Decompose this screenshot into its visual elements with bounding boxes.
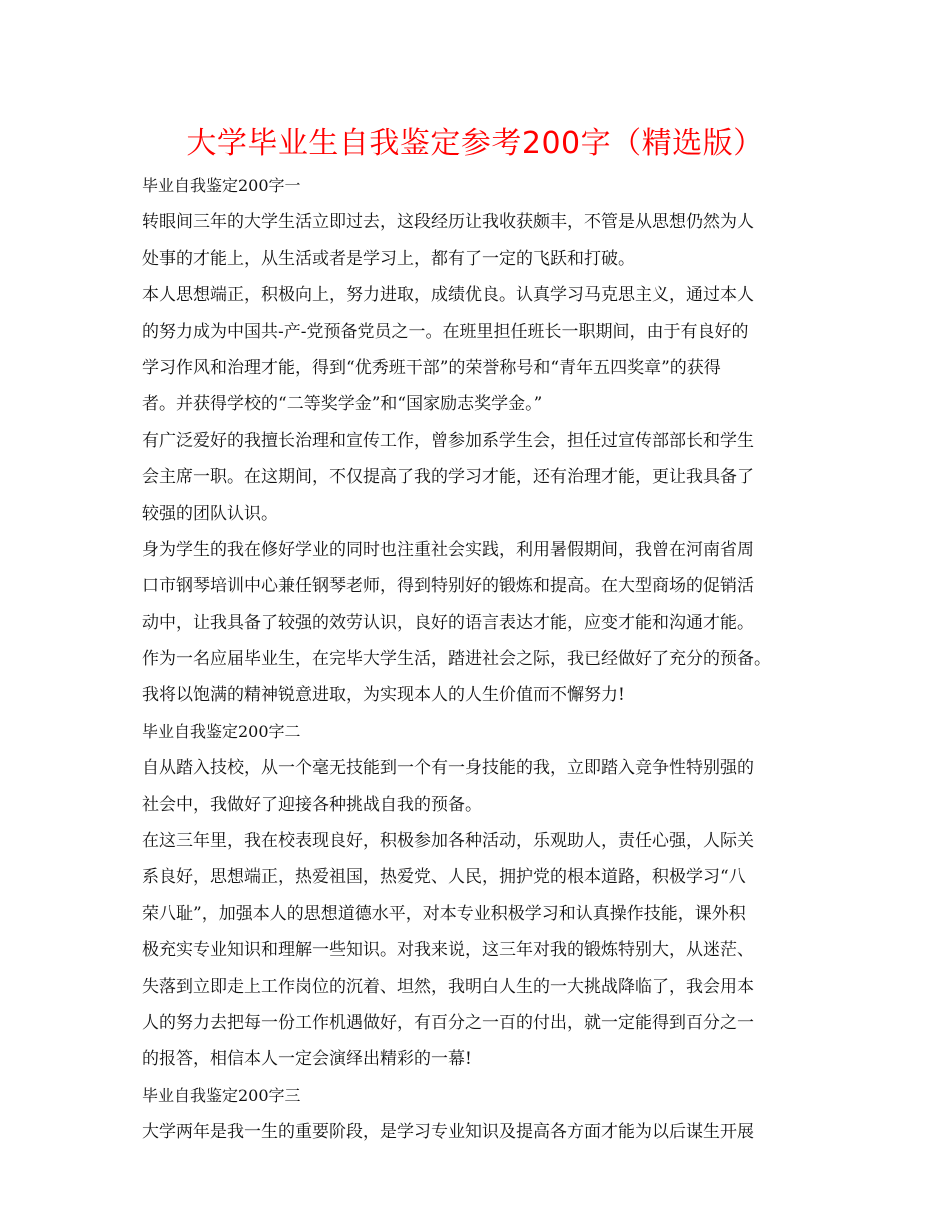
text-line: 会主席一职。在这期间，不仅提高了我的学习才能，还有治理才能，更让我具备了 <box>142 467 754 488</box>
text-line: 学习作风和治理才能，得到“优秀班干部”的荣誉称号和“青年五四奖章”的获得 <box>142 357 721 378</box>
section-heading: 毕业自我鉴定200字三 <box>142 1085 301 1105</box>
section-heading: 毕业自我鉴定200字二 <box>142 721 301 741</box>
text-line: 的努力成为中国共-产-党预备党员之一。在班里担任班长一职期间，由于有良好的 <box>142 321 749 342</box>
text-line: 荣八耻”，加强本人的思想道德水平，对本专业积极学习和认真操作技能，课外积 <box>142 903 746 924</box>
text-line: 本人思想端正，积极向上，努力进取，成绩优良。认真学习马克思主义，通过本人 <box>142 285 754 306</box>
text-line: 较强的团队认识。 <box>142 503 278 524</box>
text-line: 口市钢琴培训中心兼任钢琴老师，得到特别好的锻炼和提高。在大型商场的促销活 <box>142 576 754 597</box>
text-line: 失落到立即走上工作岗位的沉着、坦然，我明白人生的一大挑战降临了，我会用本 <box>142 976 754 997</box>
text-line: 人的努力去把每一份工作机遇做好，有百分之一百的付出，就一定能得到百分之一 <box>142 1012 754 1033</box>
text-line: 者。并获得学校的“二等奖学金”和“国家励志奖学金。” <box>142 394 543 415</box>
text-line: 身为学生的我在修好学业的同时也注重社会实践，利用暑假期间，我曾在河南省周 <box>142 539 754 560</box>
text-line: 动中，让我具备了较强的效劳认识，良好的语言表达才能，应变才能和沟通才能。 <box>142 612 754 633</box>
text-line: 大学两年是我一生的重要阶段，是学习专业知识及提高各方面才能为以后谋生开展 <box>142 1122 754 1143</box>
text-line: 我将以饱满的精神锐意进取，为实现本人的人生价值而不懈努力! <box>142 685 625 706</box>
text-line: 极充实专业知识和理解一些知识。对我来说，这三年对我的锻炼特别大，从迷茫、 <box>142 940 754 961</box>
text-line: 有广泛爱好的我擅长治理和宣传工作，曾参加系学生会，担任过宣传部部长和学生 <box>142 430 754 451</box>
document-title: 大学毕业生自我鉴定参考200字（精选版） <box>186 126 764 161</box>
text-line: 作为一名应届毕业生，在完毕大学生活，踏进社会之际，我已经做好了充分的预备。 <box>142 649 771 670</box>
text-line: 系良好，思想端正，热爱祖国，热爱党、人民，拥护党的根本道路，积极学习“八 <box>142 867 746 888</box>
text-line: 自从踏入技校，从一个毫无技能到一个有一身技能的我，立即踏入竞争性特别强的 <box>142 758 754 779</box>
text-line: 的报答，相信本人一定会演绎出精彩的一幕! <box>142 1049 472 1070</box>
text-line: 社会中，我做好了迎接各种挑战自我的预备。 <box>142 794 482 815</box>
text-line: 处事的才能上，从生活或者是学习上，都有了一定的飞跃和打破。 <box>142 248 635 269</box>
text-line: 转眼间三年的大学生活立即过去，这段经历让我收获颇丰，不管是从思想仍然为人 <box>142 212 754 233</box>
text-line: 在这三年里，我在校表现良好，积极参加各种活动，乐观助人，责任心强，人际关 <box>142 831 754 852</box>
section-heading: 毕业自我鉴定200字一 <box>142 176 301 195</box>
document-body <box>142 168 822 1151</box>
